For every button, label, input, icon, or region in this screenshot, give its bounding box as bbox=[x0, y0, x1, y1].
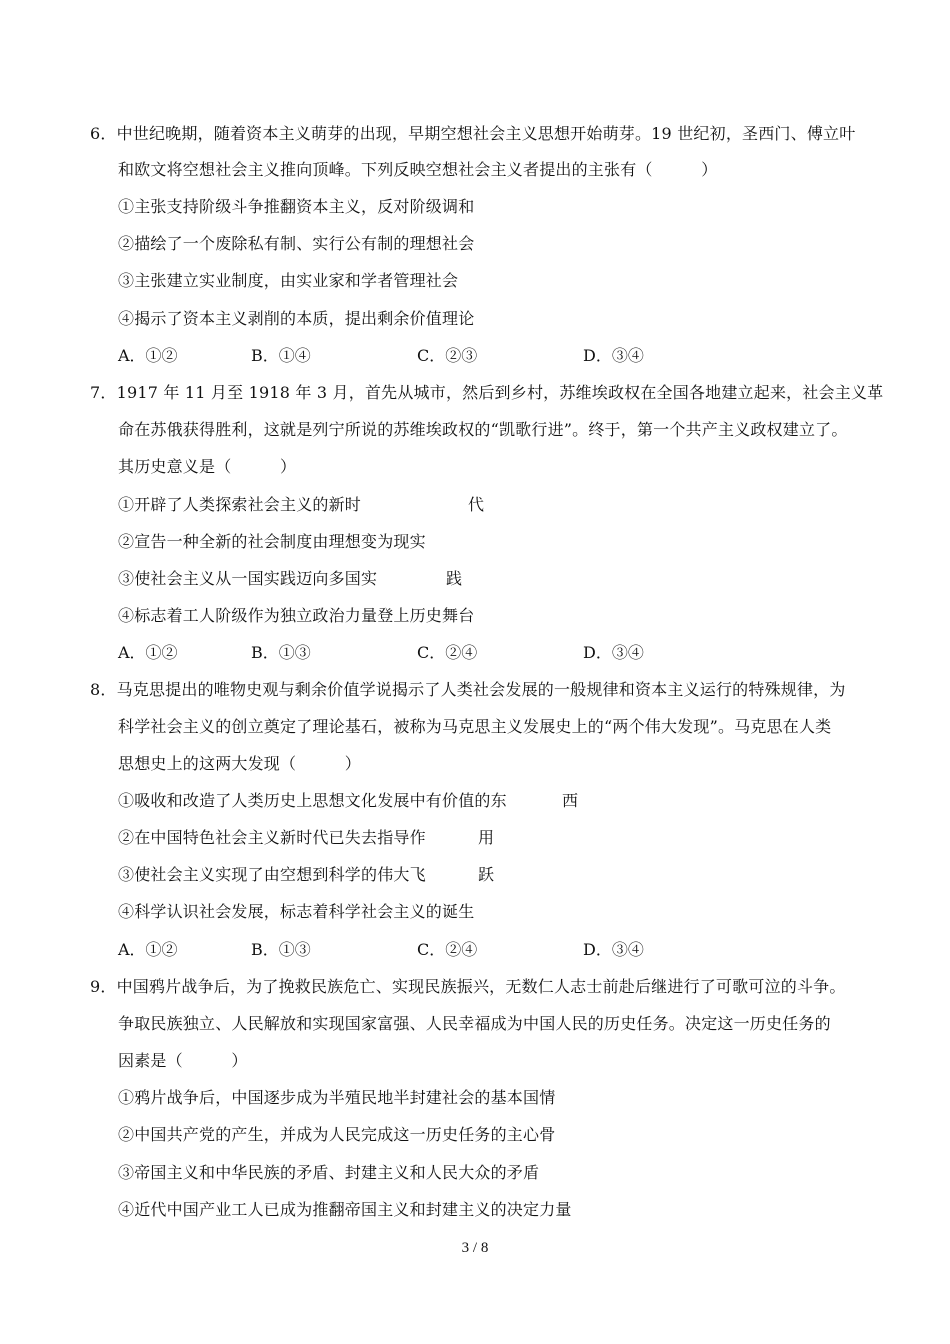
question-9-option-2: ②中国共产党的产生，并成为人民完成这一历史任务的主心骨 bbox=[118, 1125, 556, 1144]
question-8-answer-b: B．①③ bbox=[251, 940, 311, 959]
question-7-stem-line-3: 其历史意义是（ ） bbox=[118, 457, 297, 476]
question-8-answer-a: A．①② bbox=[118, 940, 178, 959]
question-7-answer-a: A．①② bbox=[118, 643, 178, 662]
question-8-stem-line-1: 8．马克思提出的唯物史观与剩余价值学说揭示了人类社会发展的一般规律和资本主义运行的特殊规律，为 bbox=[90, 680, 846, 699]
question-6-answer-b: B．①④ bbox=[251, 346, 311, 365]
question-8-option-1-tail: 西 bbox=[562, 791, 579, 810]
question-7-option-3: ③使社会主义从一国实践迈向多国实 bbox=[118, 569, 378, 588]
question-7-option-3-tail: 践 bbox=[446, 569, 463, 588]
question-6-stem-line-2: 和欧文将空想社会主义推向顶峰。下列反映空想社会主义者提出的主张有（ ） bbox=[118, 160, 718, 179]
question-8-stem-line-3: 思想史上的这两大发现（ ） bbox=[118, 754, 362, 773]
question-7-option-4: ④标志着工人阶级作为独立政治力量登上历史舞台 bbox=[118, 606, 475, 625]
question-7-option-1: ①开辟了人类探索社会主义的新时 bbox=[118, 495, 362, 514]
question-6-answer-a: A．①② bbox=[118, 346, 178, 365]
question-8-option-4: ④科学认识社会发展，标志着科学社会主义的诞生 bbox=[118, 902, 475, 921]
question-7-answer-d: D．③④ bbox=[583, 643, 644, 662]
question-7-answer-c: C．②④ bbox=[417, 643, 478, 662]
question-8-option-3: ③使社会主义实现了由空想到科学的伟大飞 bbox=[118, 865, 426, 884]
question-8-option-1: ①吸收和改造了人类历史上思想文化发展中有价值的东 bbox=[118, 791, 507, 810]
question-6-answer-d: D．③④ bbox=[583, 346, 644, 365]
question-7-stem-line-1: 7．1917 年 11 月至 1918 年 3 月，首先从城市，然后到乡村，苏维埃政权在全国各地建立起来，社会主义革 bbox=[90, 383, 884, 402]
question-9-stem-line-1: 9．中国鸦片战争后，为了挽救民族危亡、实现民族振兴，无数仁人志士前赴后继进行了可歌可泣的斗争。 bbox=[90, 977, 846, 996]
page-number: 3 / 8 bbox=[461, 1240, 489, 1256]
question-7-stem-line-2: 命在苏俄获得胜利，这就是列宁所说的苏维埃政权的“凯歌行进”。终于，第一个共产主义政权建立了。 bbox=[118, 420, 848, 439]
question-8-option-3-tail: 跃 bbox=[478, 865, 495, 884]
question-8-option-2-tail: 用 bbox=[478, 828, 495, 847]
question-9-stem-line-2: 争取民族独立、人民解放和实现国家富强、人民幸福成为中国人民的历史任务。决定这一历史任务的 bbox=[118, 1014, 831, 1033]
question-8-option-2: ②在中国特色社会主义新时代已失去指导作 bbox=[118, 828, 426, 847]
question-6-option-1: ①主张支持阶级斗争推翻资本主义，反对阶级调和 bbox=[118, 197, 475, 216]
question-8-answer-d: D．③④ bbox=[583, 940, 644, 959]
question-7-option-2: ②宣告一种全新的社会制度由理想变为现实 bbox=[118, 532, 426, 551]
question-8-answer-c: C．②④ bbox=[417, 940, 478, 959]
question-6-option-4: ④揭示了资本主义剥削的本质，提出剩余价值理论 bbox=[118, 309, 475, 328]
question-6-answer-c: C．②③ bbox=[417, 346, 478, 365]
question-6-option-2: ②描绘了一个废除私有制、实行公有制的理想社会 bbox=[118, 234, 475, 253]
question-7-answer-b: B．①③ bbox=[251, 643, 311, 662]
question-9-option-4: ④近代中国产业工人已成为推翻帝国主义和封建主义的决定力量 bbox=[118, 1200, 572, 1219]
question-6-stem-line-1: 6．中世纪晚期，随着资本主义萌芽的出现，早期空想社会主义思想开始萌芽。19 世纪初，圣西门、傅立叶 bbox=[90, 124, 856, 143]
question-6-option-3: ③主张建立实业制度，由实业家和学者管理社会 bbox=[118, 271, 459, 290]
question-9-stem-line-3: 因素是（ ） bbox=[118, 1051, 248, 1070]
question-9-option-3: ③帝国主义和中华民族的矛盾、封建主义和人民大众的矛盾 bbox=[118, 1163, 540, 1182]
question-7-option-1-tail: 代 bbox=[468, 495, 485, 514]
question-8-stem-line-2: 科学社会主义的创立奠定了理论基石，被称为马克思主义发展史上的“两个伟大发现”。马克思在人类 bbox=[118, 717, 832, 736]
question-9-option-1: ①鸦片战争后，中国逐步成为半殖民地半封建社会的基本国情 bbox=[118, 1088, 556, 1107]
